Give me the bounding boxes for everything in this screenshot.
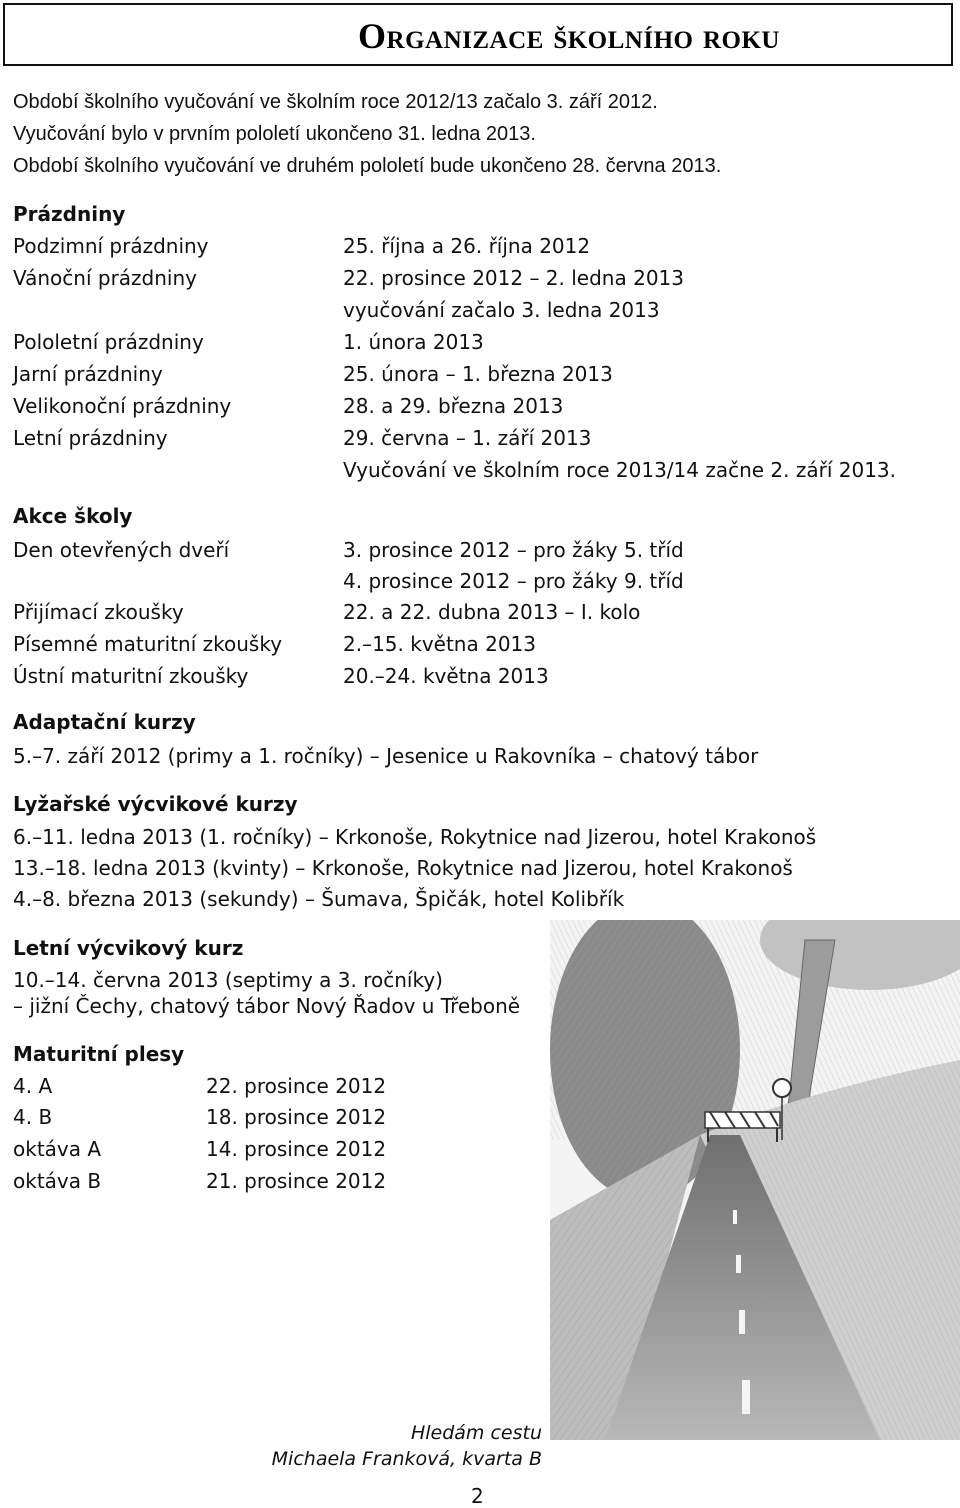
row-label: Velikonoční prázdniny [13,394,232,418]
drawing-author: Michaela Franková, kvarta B [271,1448,542,1470]
row-value: 2.–15. května 2013 [343,632,536,656]
row-value: 18. prosince 2012 [206,1105,387,1129]
row-label: oktáva B [13,1169,102,1193]
section-heading-plesy: Maturitní plesy [13,1042,185,1066]
intro-text [13,86,913,182]
row-label: Podzimní prázdniny [13,234,209,258]
road-dash [733,1210,737,1224]
row-value: 25. února – 1. března 2013 [343,362,613,386]
row-label: Přijímací zkoušky [13,600,184,624]
drawing-caption [272,1420,542,1472]
row-label: 4. A [13,1074,53,1098]
course-line: 5.–7. září 2012 (primy a 1. ročníky) – Jesenice u Rakovníka – chatový tábor [13,744,759,768]
row-label: Jarní prázdniny [13,362,163,386]
section-heading-lyzarske: Lyžařské výcvikové kurzy [13,792,298,816]
row-value: 25. října a 26. října 2012 [343,234,591,258]
row-label: Den otevřených dveří [13,538,230,562]
row-value: 22. prosince 2012 [206,1074,387,1098]
intro-line: Období školního vyučování ve druhém pololetí bude ukončeno 28. června 2013. [13,155,722,177]
section-heading-prazdniny: Prázdniny [13,202,126,226]
row-value: 1. února 2013 [343,330,484,354]
row-label: Pololetní prázdniny [13,330,204,354]
road-dash [742,1380,750,1414]
row-label: Ústní maturitní zkoušky [13,664,249,688]
row-value: 3. prosince 2012 – pro žáky 5. tříd [343,538,684,562]
row-value: 14. prosince 2012 [206,1137,387,1161]
row-value: 29. června – 1. září 2013 [343,426,592,450]
row-label: Letní prázdniny [13,426,168,450]
pencil-drawing-road [550,920,960,1440]
road-dash [739,1310,745,1334]
section-heading-adaptacni: Adaptační kurzy [13,710,196,734]
row-label: Písemné maturitní zkoušky [13,632,283,656]
row-value: Vyučování ve školním roce 2013/14 začne 2. září 2013. [343,458,897,482]
row-value: vyučování začalo 3. ledna 2013 [343,298,660,322]
course-line: 6.–11. ledna 2013 (1. ročníky) – Krkonoše, Rokytnice nad Jizerou, hotel Krakonoš [13,825,817,849]
row-label: 4. B [13,1105,53,1129]
course-line: 13.–18. ledna 2013 (kvinty) – Krkonoše, Rokytnice nad Jizerou, hotel Krakonoš [13,856,793,880]
course-line: 4.–8. března 2013 (sekundy) – Šumava, Špičák, hotel Kolibřík [13,887,625,911]
section-heading-letni: Letní výcvikový kurz [13,936,244,960]
drawing-title: Hledám cestu [410,1422,542,1444]
intro-line: Vyučování bylo v prvním pololetí ukončeno 31. ledna 2013. [13,123,536,145]
course-line: 10.–14. června 2013 (septimy a 3. ročníky) [13,968,443,992]
row-value: 4. prosince 2012 – pro žáky 9. tříd [343,569,684,593]
row-value: 21. prosince 2012 [206,1169,387,1193]
row-label: oktáva A [13,1137,102,1161]
row-value: 28. a 29. března 2013 [343,394,564,418]
section-heading-akce: Akce školy [13,504,133,528]
road-dash [736,1255,741,1273]
row-value: 22. a 22. dubna 2013 – I. kolo [343,600,641,624]
road-sign [773,1079,791,1097]
page-title: Organizace školního roku [358,16,780,56]
row-label: Vánoční prázdniny [13,266,197,290]
row-value: 20.–24. května 2013 [343,664,549,688]
page-number: 2 [471,1484,484,1508]
title-box [3,3,953,66]
intro-line: Období školního vyučování ve školním roce 2012/13 začalo 3. září 2012. [13,91,658,113]
row-value: 22. prosince 2012 – 2. ledna 2013 [343,266,684,290]
course-line: – jižní Čechy, chatový tábor Nový Řadov u Třeboně [13,994,521,1018]
